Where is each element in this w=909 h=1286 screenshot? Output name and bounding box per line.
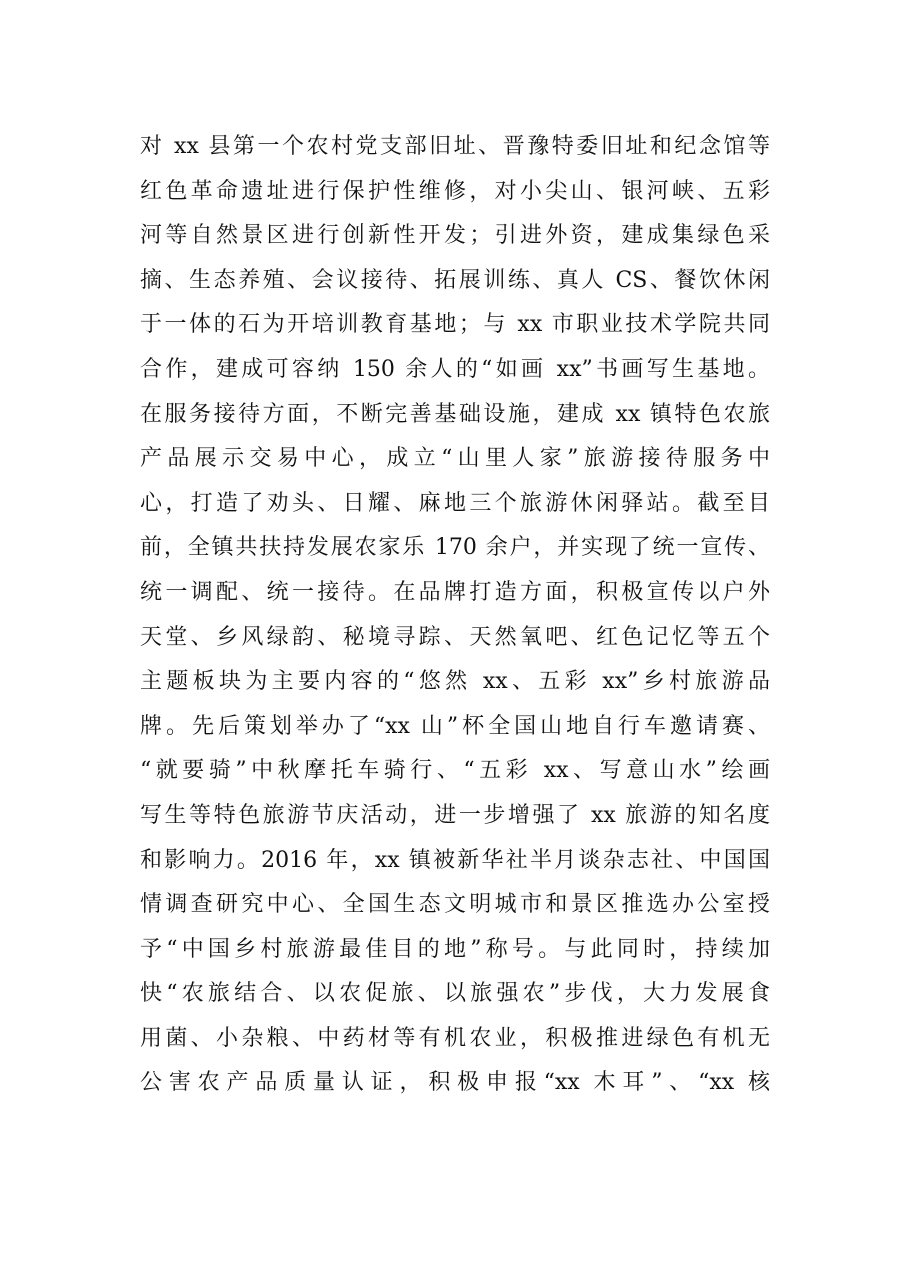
text-line: “就要骑”中秋摩托车骑行、“五彩 xx、写意山水”绘画	[140, 758, 770, 784]
text-line: 天堂、乡风绿韵、秘境寻踪、天然氧吧、红色记忆等五个	[140, 624, 770, 650]
text-line: 于一体的石为开培训教育基地；与 xx 市职业技术学院共同	[140, 312, 770, 338]
text-line: 情调查研究中心、全国生态文明城市和景区推选办公室授	[140, 892, 770, 918]
body-paragraph	[140, 125, 770, 1106]
text-line: 产品展示交易中心，成立“山里人家”旅游接待服务中	[140, 446, 770, 472]
text-line: 公害农产品质量认证，积极申报“xx 木耳”、“xx 核	[140, 1070, 770, 1096]
text-line: 红色革命遗址进行保护性维修，对小尖山、银河峡、五彩	[140, 178, 770, 204]
text-line: 心，打造了劝头、日耀、麻地三个旅游休闲驿站。截至目	[140, 490, 770, 516]
text-line: 对 xx 县第一个农村党支部旧址、晋豫特委旧址和纪念馆等	[140, 134, 770, 159]
text-line: 用菌、小杂粮、中药材等有机农业，积极推进绿色有机无	[140, 1025, 770, 1051]
text-line: 前，全镇共扶持发展农家乐 170 余户，并实现了统一宣传、	[140, 535, 770, 561]
text-line: 牌。先后策划举办了“xx 山”杯全国山地自行车邀请赛、	[140, 713, 770, 739]
text-line: 在服务接待方面，不断完善基础设施，建成 xx 镇特色农旅	[140, 401, 770, 427]
text-line: 主题板块为主要内容的“悠然 xx、五彩 xx”乡村旅游品	[140, 669, 770, 695]
text-line: 写生等特色旅游节庆活动，进一步增强了 xx 旅游的知名度	[140, 802, 770, 828]
text-line: 河等自然景区进行创新性开发；引进外资，建成集绿色采	[140, 223, 770, 249]
text-line: 予“中国乡村旅游最佳目的地”称号。与此同时，持续加	[140, 936, 770, 962]
text-line: 合作，建成可容纳 150 余人的“如画 xx”书画写生基地。	[140, 356, 770, 382]
text-line: 快“农旅结合、以农促旅、以旅强农”步伐，大力发展食	[140, 981, 770, 1007]
text-line: 统一调配、统一接待。在品牌打造方面，积极宣传以户外	[140, 579, 770, 605]
text-line: 和影响力。2016 年，xx 镇被新华社半月谈杂志社、中国国	[140, 847, 770, 873]
text-line: 摘、生态养殖、会议接待、拓展训练、真人 CS、餐饮休闲	[140, 267, 770, 293]
